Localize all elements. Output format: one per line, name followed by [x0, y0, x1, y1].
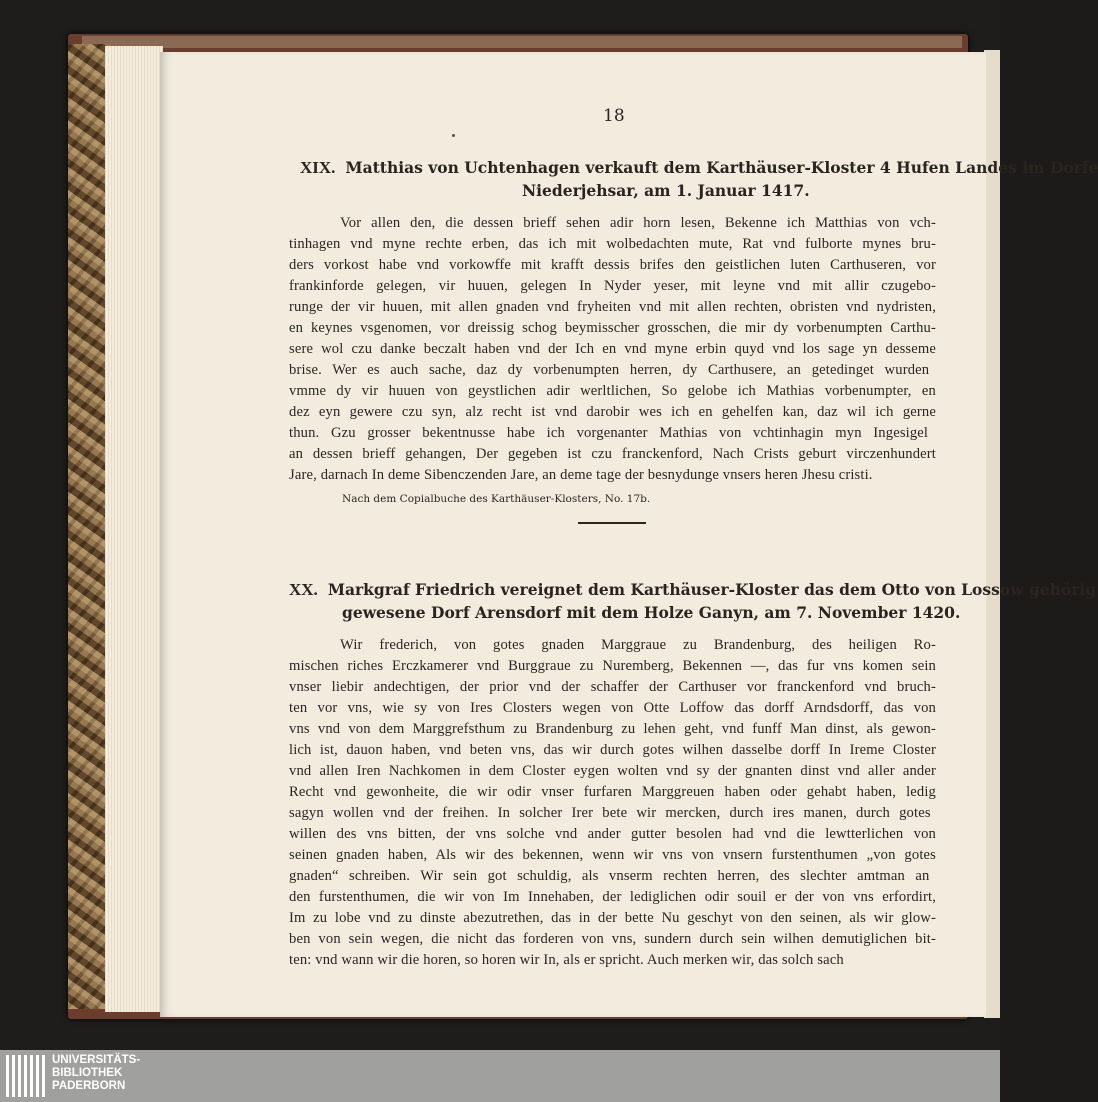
section-19-line: tinhagen vnd myne rechte erben, das ich mit wolbedachten mute, Rat vnd fulborte mynes bru- — [289, 236, 936, 252]
section-19-line: Vor allen den, die dessen brieff sehen adir horn lesen, Bekenne ich Matthias von vch- — [340, 215, 936, 231]
section-19-line: sere wol czu danke beczalt haben vnd der Ich en vnd myne erbin quyd vnd los sage yn desseme — [289, 341, 936, 357]
section-20-line: mischen riches Erczkamerer vnd Burggraue zu Nuremberg, Bekennen —, das fur vns komen sein — [289, 658, 936, 674]
ink-speck — [452, 134, 455, 137]
section-19-heading-line-2: Niederjehsar, am 1. Januar 1417. — [522, 181, 810, 200]
section-19-heading-line-1 — [300, 158, 1098, 178]
section-19-line: thun. Gzu grosser bekentnusse habe ich vorgenanter Mathias von vchtinhagin myn Ingesigel — [289, 425, 929, 441]
section-19-title: Matthias von Uchtenhagen verkauft dem Karthäuser-Kloster 4 Hufen Landes im Dorfe — [345, 158, 1098, 177]
section-19-line: frankinforde gelegen, vir huuen, gelegen In Nyder yeser, mit leyne vnd mit allir czugebo- — [289, 278, 936, 294]
section-19-line: runge der vir huuen, mit allen gnaden vnd fryheiten vnd mit allen rechten, obristen vnd nydristen, — [289, 299, 936, 315]
section-19-line: dez eyn gewere czu syn, alz recht ist vnd darobir wes ich en gehelfen kan, daz wil ich gerne — [289, 404, 936, 420]
section-19-line: en keynes vsgenomen, vor dreissig schog beymisscher grosschen, die mir dy vorbenumpten Carthu- — [289, 320, 936, 336]
section-20-line: gnaden“ schreiben. Wir sein got schuldig, als vnserm rechten herren, des slechter amtman an — [289, 868, 930, 884]
section-20-line: Recht vnd gewonheite, die wir odir vnser furfaren Marggreuen haben oder gehabt haben, ledig — [289, 784, 936, 800]
library-footer-bar — [0, 1050, 1000, 1102]
section-20-line: vns vnd von dem Marggrefsthum zu Brandenburg zu lehen geht, vnd funff Man dinst, als gewon- — [289, 721, 936, 737]
section-20-line: seinen gnaden haben, Als wir des bekennen, wenn wir vns von vnsern furstenthumen „von gotes — [289, 847, 936, 863]
section-divider — [578, 522, 646, 524]
library-name-line: BIBLIOTHEK — [52, 1067, 123, 1079]
section-20-line: ben von sein wegen, die nicht das forderen von vns, sundern durch sein wilhen demutiglichen bit- — [289, 931, 936, 947]
section-19-source-note: Nach dem Copialbuche des Karthäuser-Klosters, No. 17b. — [342, 493, 651, 505]
section-20-line: den furstenthumen, die wir von Im Innehaben, der lediglichen odir souil er der von vns erfordirt, — [289, 889, 936, 905]
section-20-line: willen des vns bitten, der vns solche vnd ander gutter besolen had vnd die lewtterlichen von — [289, 826, 936, 842]
page-number: 18 — [603, 106, 625, 126]
section-20-roman-numeral: XX. — [289, 580, 318, 599]
library-logo-icon — [6, 1055, 46, 1097]
library-name-line: UNIVERSITÄTS- — [52, 1054, 141, 1066]
section-19-line: Jare, darnach In deme Sibenczenden Jare, an deme tage der besnydunge vnsers heren Jhesu cristi. — [289, 467, 873, 483]
section-19-roman-numeral: XIX. — [300, 158, 336, 177]
section-19-line: vmme dy vir huuen von geystlichen adir werltlichen, So gelobe ich Mathias vorbenumpter, en — [289, 383, 936, 399]
section-20-heading-line-1 — [289, 580, 1096, 600]
section-20-line: Wir frederich, von gotes gnaden Marggraue zu Brandenburg, des heiligen Ro- — [340, 637, 936, 653]
cover-top-edge — [82, 36, 962, 48]
page-edges-right — [984, 50, 1000, 1018]
section-20-line: ten vor vns, wie sy von Ires Closters wegen von Otte Loffow das dorff Arndsdorff, das von — [289, 700, 936, 716]
section-20-line: lich ist, dauon haben, vnd beten vns, das wir durch gotes wilhen dasselbe dorff In Ireme Closter — [289, 742, 936, 758]
section-20-line: Im zu lobe vnd zu dinste abezutrethen, das in der bette Nu geschyt von den seinen, als wir glow- — [289, 910, 936, 926]
library-name-line: PADERBORN — [52, 1080, 126, 1092]
section-20-line: sagyn wollen vnd der freihen. In solcher Irer bete wir mercken, durch ires manen, durch gotes — [289, 805, 931, 821]
section-19-line: ders vorkost habe vnd vorkowffe mit krafft dessis brifes den geistlichen luten Carthuseren, vor — [289, 257, 936, 273]
section-20-line: vnd allen Iren Nachkomen in dem Closter eygen wolten vnd sy der gnanten dinst vnd aller ander — [289, 763, 936, 779]
library-name — [52, 1054, 140, 1093]
section-20-line: ten: vnd wann wir die horen, so horen wir In, als er spricht. Auch merken wir, das solch sach — [289, 952, 844, 968]
section-19-line: brise. Wer es auch sache, daz dy vorbenumpten herren, dy Carthusere, an getedinget wurden — [289, 362, 930, 378]
section-20-line: vnser liebir andechtigen, der prior vnd der schaffer der Carthuser vor franckenford vnd bruch- — [289, 679, 936, 695]
section-19-line: an dessen brieff gehangen, Der gegeben ist czu franckenford, Nach Crists geburt virczenhundert — [289, 446, 936, 462]
section-20-heading-line-2: gewesene Dorf Arensdorf mit dem Holze Ganyn, am 7. November 1420. — [342, 603, 961, 622]
page-edges-left — [105, 46, 163, 1012]
section-20-title: Markgraf Friedrich vereignet dem Karthäuser-Kloster das dem Otto von Lossow gehörig — [327, 580, 1097, 599]
